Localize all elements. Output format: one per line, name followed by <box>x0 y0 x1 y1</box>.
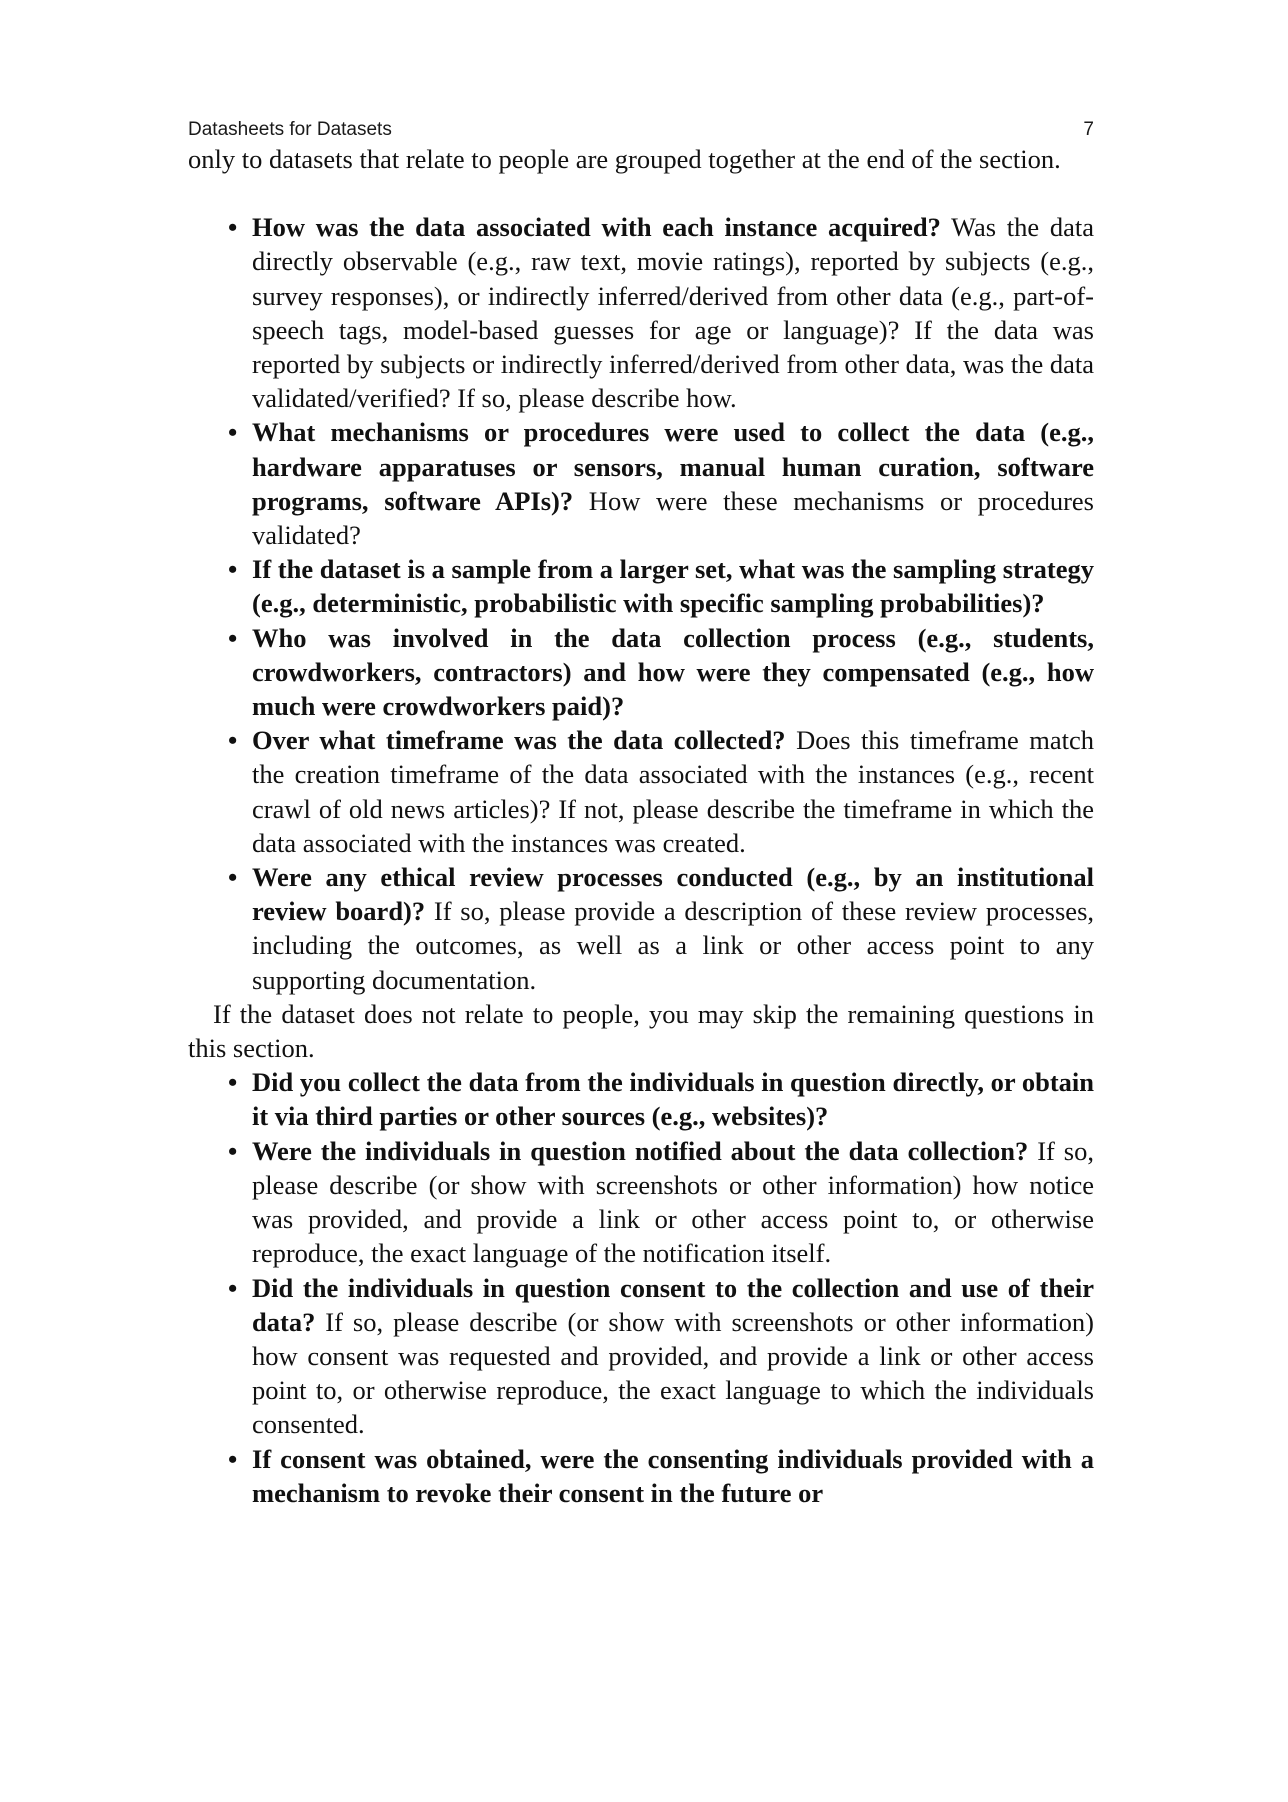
list-item <box>228 552 1094 620</box>
document-page <box>188 118 1094 1510</box>
list-item <box>228 210 1095 415</box>
question-detail: If so, please describe (or show with screenshots or other information) how consent was requested and provided, and provide a link or other access point to, or otherwise reproduce, the exact language to which the individuals consented. <box>252 1306 1094 1440</box>
list-item <box>228 1442 1094 1510</box>
bullet-icon: • <box>228 622 238 653</box>
bullet-icon: • <box>228 1272 238 1303</box>
bullet-icon: • <box>228 554 238 585</box>
question-text: Did the individuals in question consent to the collection and use of their data? <box>252 1272 1094 1337</box>
body-text <box>188 142 1094 1510</box>
question-list-people <box>188 1065 1094 1510</box>
list-item <box>228 1271 1094 1442</box>
question-text: If the dataset is a sample from a larger set, what was the sampling strategy (e.g., deterministic, probabilistic with specific sampling probabilities)? <box>252 554 1094 619</box>
question-detail: If so, please provide a description of these review processes, including the outcomes, as well as a link or other access point to any supporting documentation. <box>252 896 1095 995</box>
page-number: 7 <box>1083 119 1094 140</box>
question-text: Did you collect the data from the individuals in question directly, or obtain it via third parties or other sources (e.g., websites)? <box>252 1067 1094 1132</box>
bullet-icon: • <box>228 212 238 243</box>
question-text: If consent was obtained, were the consenting individuals provided with a mechanism to revoke their consent in the future or <box>252 1443 1094 1508</box>
list-item <box>228 723 1094 860</box>
question-detail: If so, please describe (or show with screenshots or other information) how notice was provided, and provide a link or other access point to, or otherwise reproduce, the exact language of the notification itself. <box>252 1135 1094 1269</box>
bullet-icon: • <box>228 1135 238 1166</box>
list-item <box>228 1134 1094 1271</box>
list-item <box>228 621 1094 724</box>
question-text: Who was involved in the data collection process (e.g., students, crowdworkers, contractors) and how were they compensated (e.g., how much were crowdworkers paid)? <box>252 622 1094 722</box>
bullet-icon: • <box>228 1067 238 1098</box>
question-text: Were any ethical review processes conducted (e.g., by an institutional review board)? <box>252 862 1094 927</box>
question-detail: Does this timeframe match the creation timeframe of the data associated with the instances (e.g., recent crawl of old news articles)? If not, please describe the timeframe in which the data associated with the instances was created. <box>252 725 1094 858</box>
question-text: How was the data associated with each instance acquired? <box>252 212 941 243</box>
question-list-general <box>188 210 1094 997</box>
bullet-icon: • <box>228 1443 238 1474</box>
intro-paragraph: only to datasets that relate to people are grouped together at the end of the section. <box>188 144 1061 174</box>
bullet-icon: • <box>228 417 238 448</box>
running-title: Datasheets for Datasets <box>188 119 392 140</box>
list-item <box>228 860 1095 997</box>
list-item <box>228 415 1094 552</box>
question-text: Over what timeframe was the data collected? <box>252 725 786 756</box>
bullet-icon: • <box>228 862 238 893</box>
list-item <box>228 1065 1094 1133</box>
question-text: What mechanisms or procedures were used to collect the data (e.g., hardware apparatuses or sensors, manual human curation, software programs, software APIs)? <box>252 417 1094 516</box>
bullet-icon: • <box>228 725 238 756</box>
question-detail: How were these mechanisms or procedures validated? <box>252 485 1094 551</box>
running-header <box>188 118 1094 142</box>
question-detail: Was the data directly observable (e.g., raw text, movie ratings), reported by subjects (e.g., survey responses), or indirectly inferred/derived from other data (e.g., part-of-speech tags, model-based guesses for age or language)? If the data was reported by subjects or indirectly inferred/derived from other data, was the data validated/verified? If so, please describe how. <box>252 212 1095 414</box>
question-text: Were the individuals in question notified about the data collection? <box>252 1135 1029 1166</box>
skip-note-paragraph: If the dataset does not relate to people, you may skip the remaining questions in this section. <box>188 998 1094 1064</box>
